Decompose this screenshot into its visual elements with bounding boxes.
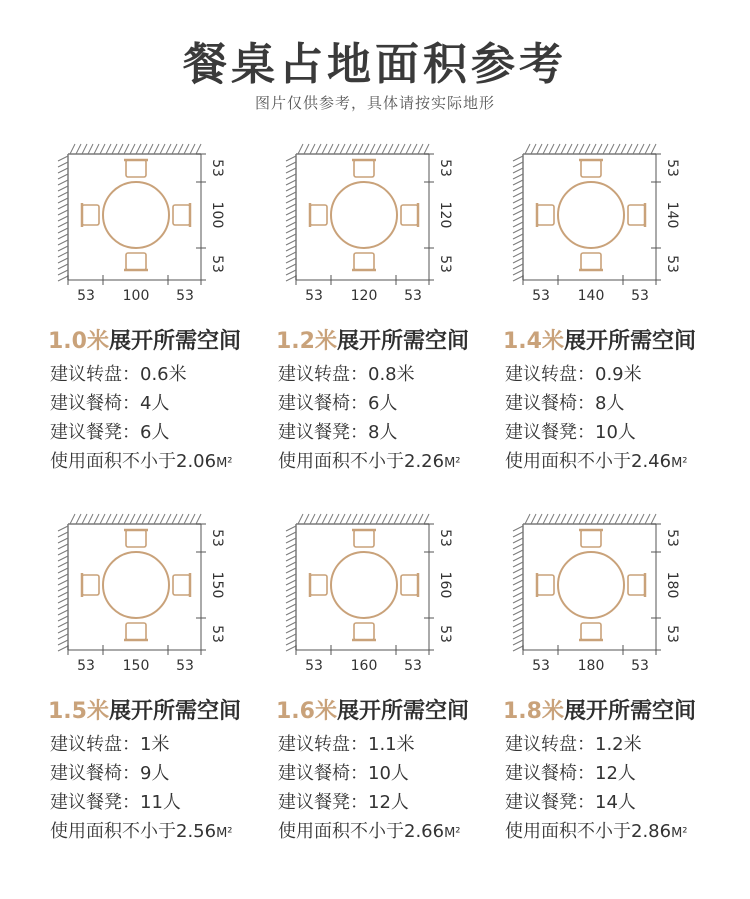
dim-right-margin: 53 — [404, 288, 422, 304]
dim-top-margin: 53 — [209, 159, 225, 177]
spec-value: 8人 — [368, 422, 398, 443]
spec-label: 建议转盘： — [505, 364, 595, 385]
spec-label: 建议转盘： — [505, 734, 595, 755]
wall-hatch — [286, 144, 429, 281]
dim-right-margin: 53 — [176, 288, 194, 304]
spec-stools — [278, 788, 461, 817]
dim-height: 100 — [209, 201, 225, 229]
chair-bottom — [352, 623, 376, 640]
spec-value: 12人 — [368, 792, 409, 813]
area-unit: M² — [671, 826, 688, 841]
spec-stools — [505, 788, 688, 817]
page-subtitle: 图片仅供参考，具体请按实际地形 — [254, 94, 495, 112]
wall-hatch — [513, 144, 656, 281]
dim-left-margin: 53 — [305, 658, 323, 674]
spec-label: 建议转盘： — [50, 364, 140, 385]
spec-label: 建议餐椅： — [505, 393, 595, 414]
spec-value: 2.86 — [631, 821, 672, 842]
spec-area — [278, 817, 461, 846]
dimension-lines — [523, 154, 661, 285]
table-size: 1.8米 — [503, 699, 564, 724]
chair-top — [579, 160, 603, 177]
spec-label: 建议餐椅： — [278, 393, 368, 414]
spec-label: 建议餐凳： — [505, 792, 595, 813]
dim-left-margin: 53 — [532, 658, 550, 674]
spec-turntable — [50, 730, 233, 759]
spec-label: 建议餐凳： — [50, 422, 140, 443]
spec-turntable — [278, 360, 461, 389]
chair-top — [579, 530, 603, 547]
chair-right — [173, 203, 190, 227]
area-unit: M² — [671, 456, 688, 471]
dim-width: 180 — [577, 658, 605, 674]
floor-plan-diagram — [503, 140, 703, 315]
spec-label: 建议餐凳： — [50, 792, 140, 813]
spec-stools — [50, 418, 233, 447]
spec-stools — [278, 418, 461, 447]
spec-label: 建议餐凳： — [505, 422, 595, 443]
spec-chairs — [50, 389, 233, 418]
dim-right-margin: 53 — [631, 658, 649, 674]
card-heading — [503, 324, 696, 355]
floor-plan-diagram — [48, 510, 248, 685]
spec-value: 6人 — [140, 422, 170, 443]
spec-value: 4人 — [140, 393, 170, 414]
table-card — [48, 510, 278, 855]
table-card — [503, 140, 733, 485]
chair-bottom — [352, 253, 376, 270]
spec-label: 使用面积不小于 — [50, 451, 176, 472]
spec-value: 1米 — [140, 734, 170, 755]
dimension-lines — [68, 154, 206, 285]
spec-value: 9人 — [140, 763, 170, 784]
chair-right — [628, 573, 645, 597]
chair-left — [82, 203, 99, 227]
spec-value: 1.1米 — [368, 734, 415, 755]
wall-hatch — [58, 514, 201, 651]
floor-plan-diagram — [48, 140, 248, 315]
chair-right — [173, 573, 190, 597]
dim-left-margin: 53 — [77, 288, 95, 304]
card-heading — [48, 694, 241, 725]
spec-turntable — [50, 360, 233, 389]
dim-width: 140 — [577, 288, 605, 304]
dim-top-margin: 53 — [209, 529, 225, 547]
spec-turntable — [505, 730, 688, 759]
chair-left — [537, 203, 554, 227]
chair-left — [310, 203, 327, 227]
spec-chairs — [50, 759, 233, 788]
spec-value: 10人 — [595, 422, 636, 443]
floor-plan-diagram — [503, 510, 703, 685]
spec-chairs — [278, 389, 461, 418]
spec-value: 2.46 — [631, 451, 672, 472]
dim-width: 120 — [350, 288, 378, 304]
dimension-lines — [296, 154, 434, 285]
spec-value: 1.2米 — [595, 734, 642, 755]
dim-height: 180 — [664, 571, 680, 599]
chair-bottom — [579, 253, 603, 270]
heading-suffix: 展开所需空间 — [108, 699, 241, 724]
spec-list — [278, 730, 461, 846]
spec-label: 建议餐椅： — [50, 763, 140, 784]
dim-bottom-margin: 53 — [437, 255, 453, 273]
heading-suffix: 展开所需空间 — [563, 329, 696, 354]
spec-area — [505, 817, 688, 846]
spec-label: 使用面积不小于 — [278, 821, 404, 842]
spec-chairs — [505, 759, 688, 788]
dim-bottom-margin: 53 — [209, 255, 225, 273]
dim-width: 150 — [122, 658, 150, 674]
round-table — [558, 182, 624, 248]
spec-label: 建议餐凳： — [278, 792, 368, 813]
spec-value: 12人 — [595, 763, 636, 784]
heading-suffix: 展开所需空间 — [563, 699, 696, 724]
chair-right — [401, 573, 418, 597]
dim-right-margin: 53 — [404, 658, 422, 674]
dimension-lines — [523, 524, 661, 655]
spec-label: 使用面积不小于 — [50, 821, 176, 842]
dim-bottom-margin: 53 — [209, 625, 225, 643]
spec-list — [278, 360, 461, 476]
spec-turntable — [505, 360, 688, 389]
spec-value: 8人 — [595, 393, 625, 414]
table-card — [503, 510, 733, 855]
card-heading — [276, 694, 469, 725]
dim-width: 100 — [122, 288, 150, 304]
spec-label: 建议餐椅： — [505, 763, 595, 784]
spec-label: 使用面积不小于 — [278, 451, 404, 472]
chair-left — [537, 573, 554, 597]
floor-plan-diagram — [276, 140, 476, 315]
chair-top — [124, 160, 148, 177]
spec-value: 2.26 — [404, 451, 445, 472]
dim-top-margin: 53 — [664, 529, 680, 547]
round-table — [103, 182, 169, 248]
table-size: 1.5米 — [48, 699, 109, 724]
spec-value: 10人 — [368, 763, 409, 784]
table-size: 1.2米 — [276, 329, 337, 354]
dim-top-margin: 53 — [437, 529, 453, 547]
dim-left-margin: 53 — [77, 658, 95, 674]
floor-plan-diagram — [276, 510, 476, 685]
dim-top-margin: 53 — [437, 159, 453, 177]
spec-chairs — [505, 389, 688, 418]
dim-left-margin: 53 — [532, 288, 550, 304]
table-card — [48, 140, 278, 485]
page-title: 餐桌占地面积参考 — [183, 39, 567, 90]
table-card — [276, 140, 506, 485]
chair-right — [401, 203, 418, 227]
dim-height: 150 — [209, 571, 225, 599]
chair-top — [124, 530, 148, 547]
table-size: 1.0米 — [48, 329, 109, 354]
dimension-lines — [296, 524, 434, 655]
chair-bottom — [124, 253, 148, 270]
spec-label: 建议转盘： — [50, 734, 140, 755]
heading-suffix: 展开所需空间 — [108, 329, 241, 354]
spec-value: 6人 — [368, 393, 398, 414]
spec-stools — [50, 788, 233, 817]
table-card — [276, 510, 506, 855]
chair-right — [628, 203, 645, 227]
spec-value: 0.6米 — [140, 364, 187, 385]
chair-left — [82, 573, 99, 597]
spec-turntable — [278, 730, 461, 759]
wall-hatch — [58, 144, 201, 281]
card-heading — [48, 324, 241, 355]
dim-height: 140 — [664, 201, 680, 229]
wall-hatch — [513, 514, 656, 651]
spec-area — [278, 447, 461, 476]
card-heading — [276, 324, 469, 355]
dim-bottom-margin: 53 — [664, 625, 680, 643]
spec-value: 2.56 — [176, 821, 217, 842]
spec-value: 2.66 — [404, 821, 445, 842]
dim-top-margin: 53 — [664, 159, 680, 177]
spec-value: 2.06 — [176, 451, 217, 472]
dim-width: 160 — [350, 658, 378, 674]
spec-area — [50, 817, 233, 846]
spec-area — [505, 447, 688, 476]
dim-bottom-margin: 53 — [664, 255, 680, 273]
table-size: 1.6米 — [276, 699, 337, 724]
spec-label: 建议转盘： — [278, 364, 368, 385]
spec-stools — [505, 418, 688, 447]
spec-label: 使用面积不小于 — [505, 451, 631, 472]
dim-right-margin: 53 — [176, 658, 194, 674]
spec-chairs — [278, 759, 461, 788]
round-table — [103, 552, 169, 618]
spec-value: 0.9米 — [595, 364, 642, 385]
spec-label: 建议餐椅： — [50, 393, 140, 414]
spec-area — [50, 447, 233, 476]
heading-suffix: 展开所需空间 — [336, 329, 469, 354]
card-heading — [503, 694, 696, 725]
spec-list — [50, 360, 233, 476]
spec-label: 建议转盘： — [278, 734, 368, 755]
area-unit: M² — [216, 826, 233, 841]
dim-bottom-margin: 53 — [437, 625, 453, 643]
spec-label: 建议餐凳： — [278, 422, 368, 443]
spec-list — [505, 360, 688, 476]
area-unit: M² — [444, 826, 461, 841]
chair-bottom — [124, 623, 148, 640]
chair-left — [310, 573, 327, 597]
round-table — [558, 552, 624, 618]
chair-top — [352, 160, 376, 177]
spec-list — [505, 730, 688, 846]
spec-value: 14人 — [595, 792, 636, 813]
round-table — [331, 182, 397, 248]
dim-left-margin: 53 — [305, 288, 323, 304]
round-table — [331, 552, 397, 618]
dim-right-margin: 53 — [631, 288, 649, 304]
dim-height: 120 — [437, 201, 453, 229]
spec-label: 使用面积不小于 — [505, 821, 631, 842]
area-unit: M² — [444, 456, 461, 471]
dimension-lines — [68, 524, 206, 655]
dim-height: 160 — [437, 571, 453, 599]
table-size: 1.4米 — [503, 329, 564, 354]
chair-bottom — [579, 623, 603, 640]
chair-top — [352, 530, 376, 547]
spec-value: 11人 — [140, 792, 181, 813]
spec-list — [50, 730, 233, 846]
wall-hatch — [286, 514, 429, 651]
spec-label: 建议餐椅： — [278, 763, 368, 784]
spec-value: 0.8米 — [368, 364, 415, 385]
area-unit: M² — [216, 456, 233, 471]
heading-suffix: 展开所需空间 — [336, 699, 469, 724]
